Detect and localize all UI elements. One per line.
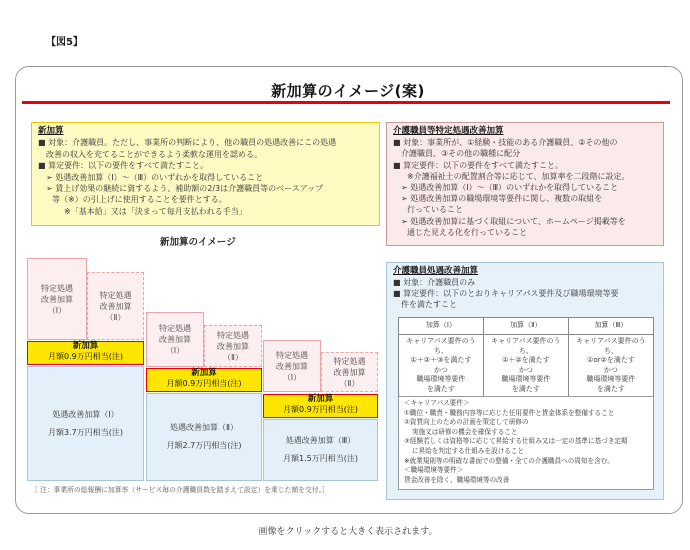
career-req-3a: ③経験若しくは資格等に応じて昇給する仕組み又は一定の基準に基づき定期 [404, 437, 628, 446]
diagram-note: ［ 注：事業所の総報酬に加算率（サービス毎の介護職員数を踏まえて設定）を乗じた額を交付。］ [31, 486, 329, 494]
new-addition-block [263, 394, 378, 418]
figure-label: 【図5】 [46, 37, 83, 48]
new-addition-req1: ➢ 処遇改善加算（Ⅰ）～（Ⅲ）のいずれかを取得していること [46, 172, 264, 182]
specific-target-cont: 介護職員、③その他の職種に配分 [401, 149, 521, 159]
career-req-1: ①職位・職責・職務内容等に応じた任用要件と賃金体系を整備すること [404, 408, 615, 417]
specific-ii-block: 特定処遇 改善加算 （Ⅱ） [87, 272, 144, 340]
cell-line: かつ [603, 365, 618, 374]
treatment-amount: 月額3.7万円相当(注) [48, 427, 123, 437]
specific-i-block: 特定処遇 改善加算 （Ⅰ） [146, 312, 204, 367]
new-addition-box [31, 122, 380, 226]
table-cell [568, 335, 653, 397]
treatment-target: ■ 対象：介護職員のみ [393, 278, 476, 287]
cell-line: キャリアパス要件のうち、 [576, 337, 646, 355]
env-title: ＜職場環境等要件＞ [404, 466, 464, 475]
specific-ii-block: 特定処遇 改善加算 （Ⅱ） [321, 352, 378, 392]
treatment-amount: 月額1.5万円相当(注) [283, 454, 358, 463]
requirements-table [398, 317, 654, 397]
cell-line: 職場環境等要件 [501, 375, 551, 383]
new-addition-block [27, 341, 144, 365]
specific-req2-cont: 行っていること [407, 205, 463, 215]
cell-line: を満たす [426, 384, 455, 393]
specific-i-block: 特定処遇 改善加算 （Ⅰ） [263, 340, 321, 392]
treatment-req-cont: 件を満たすこと [401, 300, 457, 309]
new-addition-label: 新加算 [72, 341, 99, 351]
env-req: 賃金改善を除く、職場環境等の改善 [404, 475, 510, 484]
specific-req1: ➢ 処遇改善加算（Ⅰ）～（Ⅲ）のいずれかを取得していること [401, 183, 619, 193]
cell-line: かつ [433, 365, 448, 374]
page-title: 新加算のイメージ(案) [271, 82, 425, 100]
new-addition-req2-note: ※「基本給」又は「決まって毎月支払われる手当」 [64, 206, 247, 216]
cell-line: キャリアパス要件のうち、 [406, 337, 476, 355]
new-addition-amount: 月額0.9万円相当(注) [166, 378, 242, 388]
table-cell [399, 335, 484, 397]
new-addition-req: ■ 算定要件：以下の要件をすべて満たすこと。 [38, 161, 208, 171]
cell-line: 職場環境等要件 [586, 375, 636, 383]
table-header-row [399, 318, 654, 335]
specific-heading: 介護職員等特定処遇改善加算 [393, 126, 504, 136]
cell-line: キャリアパス要件のうち、 [491, 337, 561, 355]
specific-req3-cont: 通じた見える化を行っていること [407, 227, 527, 237]
new-addition-block [146, 368, 262, 392]
cell-line: ①or②を満たす [587, 356, 635, 364]
career-req-2b: 実施又は研修の機会を確保すること [412, 427, 518, 436]
specific-i-block: 特定処遇 改善加算 （Ⅰ） [27, 258, 87, 340]
table-header: 加算（Ⅲ） [568, 318, 653, 335]
specific-req-note: ※介護福祉士の配置割合等に応じて、加算率を二段階に設定。 [407, 171, 630, 181]
career-note: ※就業規則等の明確な書面での整備・全ての介護職員への周知を含む。 [404, 456, 614, 465]
treatment-label: 処遇改善加算（Ⅲ） [285, 436, 356, 445]
cell-line: を満たす [511, 384, 540, 393]
table-header: 加算（Ⅱ） [483, 318, 568, 335]
new-addition-req2: ➢ 賃上げ効果の継続に資するよう、補助額の2/3は介護職員等のベースアップ [46, 184, 324, 194]
treatment-amount: 月額2.7万円相当(注) [166, 441, 242, 450]
treatment-req: ■ 算定要件：以下のとおりキャリアパス要件及び職場環境等要 [393, 289, 619, 298]
cell-line: ①＋②＋③を満たす [410, 356, 472, 364]
treatment-iii-block [263, 419, 378, 481]
table-row [399, 335, 654, 397]
career-req-3b: に昇給を判定する仕組みを設けること [412, 446, 525, 455]
new-addition-label: 新加算 [307, 394, 334, 404]
new-addition-amount: 月額0.9万円相当(注) [283, 404, 358, 414]
diagram-title: 新加算のイメージ [160, 237, 236, 248]
treatment-heading: 介護職員処遇改善加算 [393, 266, 479, 276]
new-addition-req2-cont: 等（※）の引上げに使用することを要件とする。 [52, 195, 227, 205]
treatment-label: 処遇改善加算（Ⅰ） [52, 409, 119, 419]
specific-addition-box [386, 122, 664, 246]
cell-line: を満たす [596, 384, 625, 393]
new-addition-heading: 新加算 [38, 126, 64, 136]
career-path-box [398, 396, 654, 490]
new-addition-label: 新加算 [191, 368, 217, 378]
specific-req2: ➢ 処遇改善加算の職場環境等要件に関し、複数の取組を [401, 194, 603, 204]
specific-target: ■ 対象：事業所が、①経験・技能のある介護職員、②その他の [393, 138, 618, 148]
cell-line: 職場環境等要件 [416, 375, 466, 383]
specific-ii-block: 特定処遇 改善加算 （Ⅱ） [204, 325, 262, 367]
new-addition-target-cont: 改善の収入を充てることができるよう柔軟な運用を認める。 [46, 149, 262, 159]
click-to-enlarge-caption[interactable]: 画像をクリックすると大きく表示されます。 [258, 527, 438, 537]
new-addition-amount: 月額0.9万円相当(注) [48, 351, 123, 361]
treatment-addition-box [386, 262, 664, 500]
treatment-ii-block [146, 393, 262, 481]
new-addition-target: ■ 対象：介護職員。ただし、事業所の判断により、他の職員の処遇改善にこの処遇 [38, 138, 337, 148]
title-underline [22, 101, 670, 104]
career-req-2a: ②資質向上のための計画を策定して研修の [404, 418, 529, 427]
treatment-i-block [27, 366, 144, 481]
table-cell [483, 335, 568, 397]
cell-line: かつ [518, 365, 533, 374]
specific-req3: ➢ 処遇改善加算に基づく取組について、ホームページ掲載等を [401, 216, 626, 226]
cell-line: ①＋②を満たす [502, 356, 550, 364]
treatment-label: 処遇改善加算（Ⅱ） [170, 423, 238, 432]
specific-req: ■ 算定要件：以下の要件をすべて満たすこと。 [393, 160, 563, 170]
table-header: 加算（Ⅰ） [399, 318, 484, 335]
career-title: ＜キャリアパス要件＞ [404, 399, 470, 407]
